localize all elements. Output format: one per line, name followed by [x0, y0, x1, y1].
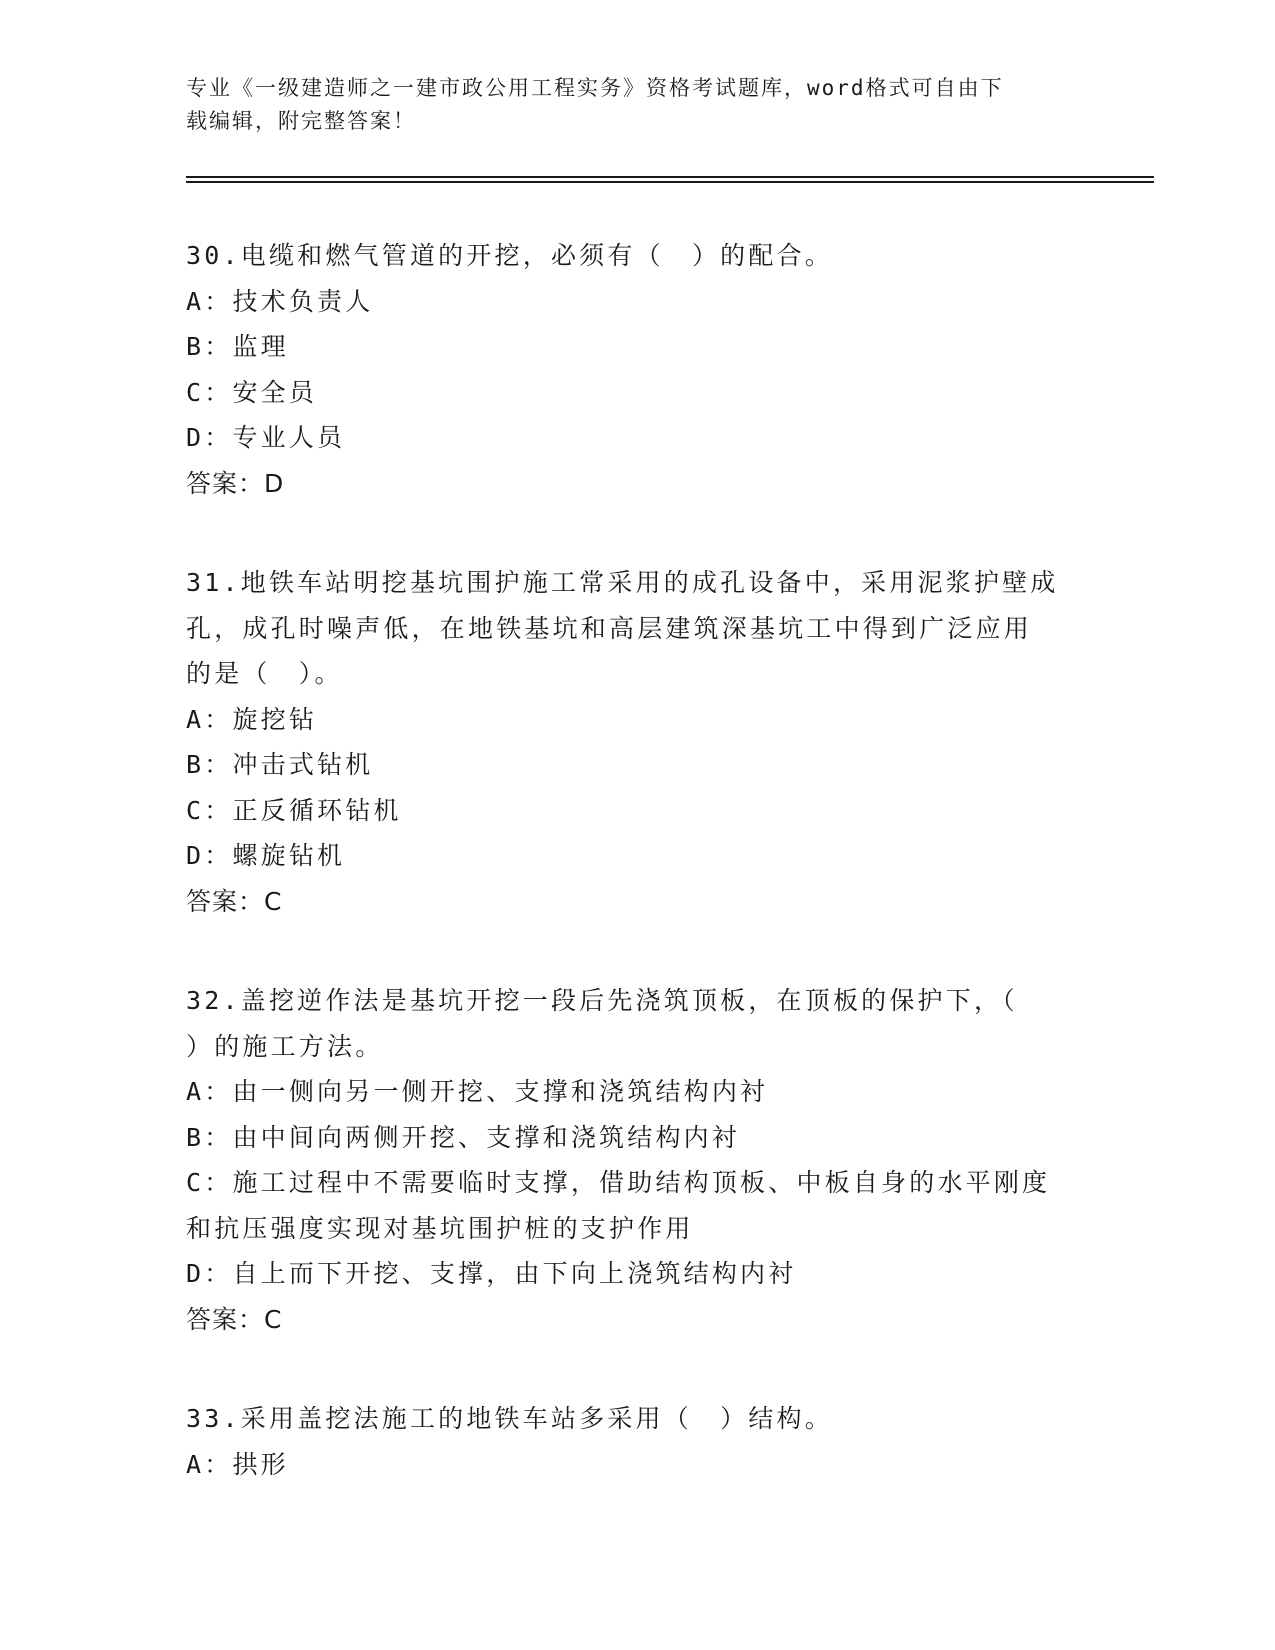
question-option: A：由一侧向另一侧开挖、支撑和浇筑结构内衬 [186, 1077, 769, 1106]
question-answer: 答案：C [186, 1304, 283, 1334]
question-option: A：旋挖钻 [186, 704, 318, 734]
question-option: D：自上而下开挖、支撑，由下向上浇筑结构内衬 [186, 1259, 797, 1288]
question-stem: 31.地铁车站明挖基坑围护施工常采用的成孔设备中，采用泥浆护壁成 [186, 568, 1059, 597]
question-option: 和抗压强度实现对基坑围护桩的支护作用 [186, 1213, 694, 1243]
header-divider [186, 181, 1154, 183]
question-stem: 33.采用盖挖法施工的地铁车站多采用（ ）结构。 [186, 1404, 833, 1433]
question-stem: 30.电缆和燃气管道的开挖，必须有（ ）的配合。 [186, 241, 833, 270]
question-stem: 32.盖挖逆作法是基坑开挖一段后先浇筑顶板，在顶板的保护下，（ [186, 986, 1018, 1015]
question-item [186, 978, 1066, 1342]
question-stem: 的是（ ）。 [186, 659, 343, 688]
question-option: A：拱形 [186, 1449, 289, 1479]
question-option: C：施工过程中不需要临时支撑，借助结构顶板、中板自身的水平刚度 [186, 1168, 1051, 1197]
question-answer: 答案：D [186, 468, 285, 498]
header-line: 专业《一级建造师之一建市政公用工程实务》资格考试题库，word格式可自由下 [186, 76, 1004, 100]
question-option: C：安全员 [186, 377, 318, 407]
question-option: B：由中间向两侧开挖、支撑和浇筑结构内衬 [186, 1122, 741, 1152]
header-divider [186, 176, 1154, 178]
question-option: C：正反循环钻机 [186, 795, 402, 825]
question-answer: 答案：C [186, 886, 283, 916]
question-item [186, 233, 1066, 506]
question-option: B：监理 [186, 332, 289, 361]
question-list [186, 233, 1066, 1541]
header-line: 载编辑，附完整答案！ [186, 109, 416, 133]
question-option: D：专业人员 [186, 423, 346, 452]
question-option: D：螺旋钻机 [186, 841, 346, 870]
question-stem: 孔，成孔时噪声低，在地铁基坑和高层建筑深基坑工中得到广泛应用 [186, 613, 1033, 643]
question-option: B：冲击式钻机 [186, 750, 374, 779]
question-item [186, 1396, 1066, 1487]
question-option: A：技术负责人 [186, 286, 374, 316]
page-header [186, 72, 1066, 138]
question-stem: ）的施工方法。 [186, 1031, 384, 1061]
question-item [186, 560, 1066, 924]
